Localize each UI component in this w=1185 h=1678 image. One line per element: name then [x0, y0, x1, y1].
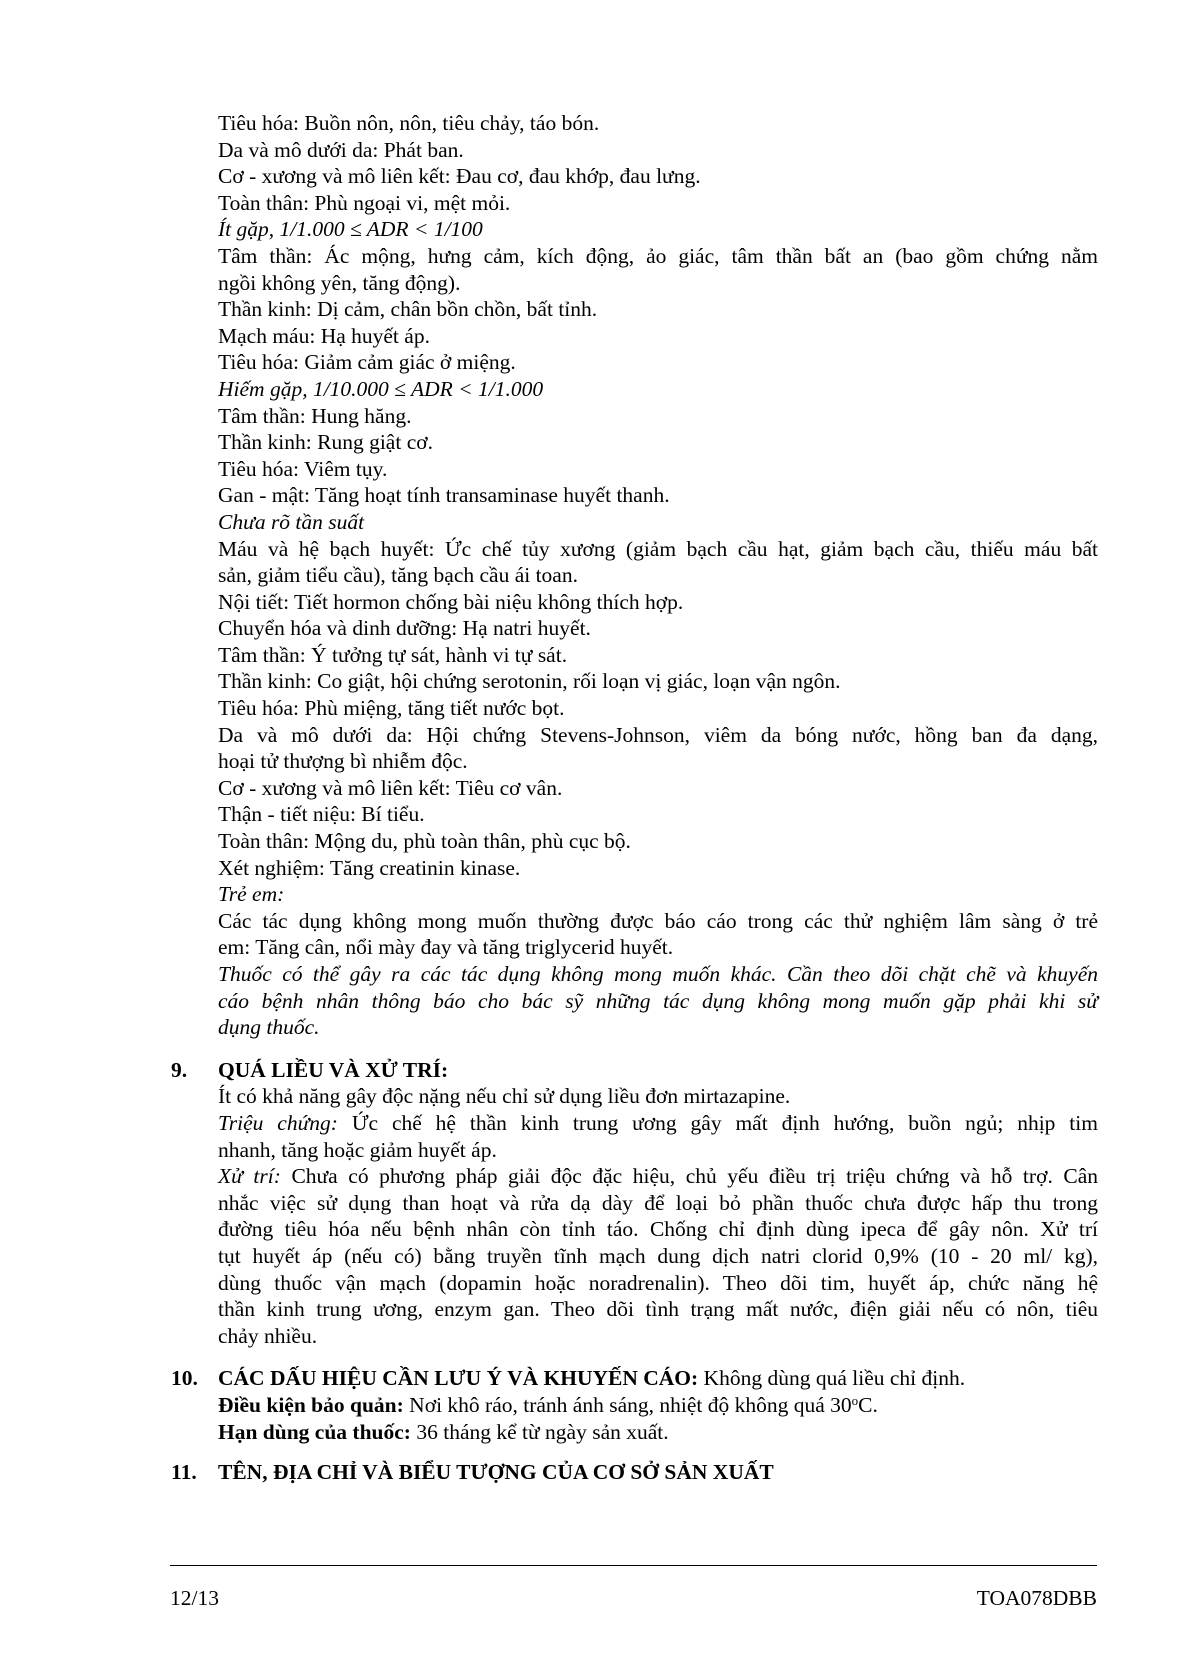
section-title: TÊN, ĐỊA CHỈ VÀ BIỂU TƯỢNG CỦA CƠ SỞ SẢN XUẤT	[218, 1460, 774, 1485]
text-line: chảy nhiều.	[218, 1323, 318, 1348]
text-line: nhanh, tăng hoặc giảm huyết áp.	[218, 1137, 497, 1162]
text-line: Tiêu hóa: Phù miệng, tăng tiết nước bọt.	[218, 696, 565, 721]
text-line: Thần kinh: Rung giật cơ.	[218, 430, 433, 455]
text-line: nhắc việc sử dụng than hoạt và rửa dạ dày để loại bỏ phần thuốc chưa được hấp thu trong	[218, 1190, 1098, 1215]
italic-note-line: dụng thuốc.	[218, 1015, 320, 1040]
section-title: CÁC DẤU HIỆU CẦN LƯU Ý VÀ KHUYẾN CÁO:	[218, 1366, 699, 1391]
text-line: Tâm thần: Hung hăng.	[218, 403, 412, 428]
text-line: đường tiêu hóa nếu bệnh nhân còn tỉnh táo. Chống chỉ định dùng ipeca để gây nôn. Xử trí	[218, 1217, 1098, 1242]
text-line: Toàn thân: Phù ngoại vi, mệt mỏi.	[218, 190, 511, 215]
inline-text: Chưa có phương pháp giải độc đặc hiệu, chủ yếu điều trị triệu chứng và hỗ trợ. Cân	[280, 1164, 1098, 1189]
text-line: Thận - tiết niệu: Bí tiểu.	[218, 802, 425, 827]
italic-note-line: cáo bệnh nhân thông báo cho bác sỹ những tác dụng không mong muốn gặp phải khi sử	[218, 988, 1098, 1013]
text-line: thần kinh trung ương, enzym gan. Theo dõi tình trạng mất nước, điện giải nếu có nôn, tiêu	[218, 1297, 1098, 1322]
text-line	[218, 1110, 1098, 1137]
section-title-rest: Không dùng quá liều chỉ định.	[698, 1366, 966, 1391]
storage-unit: C.	[858, 1392, 878, 1417]
section-10-heading	[171, 1365, 1098, 1392]
text-line: Xét nghiệm: Tăng creatinin kinase.	[218, 855, 521, 880]
section-number: 9.	[171, 1057, 188, 1082]
inline-label: Triệu chứng:	[218, 1110, 338, 1135]
frequency-heading: Chưa rõ tần suất	[218, 509, 365, 534]
children-heading: Trẻ em:	[218, 882, 285, 907]
text-line: Các tác dụng không mong muốn thường được báo cáo trong các thử nghiệm lâm sàng ở trẻ	[218, 908, 1098, 933]
text-line: sản, giảm tiểu cầu), tăng bạch cầu ái toan.	[218, 563, 578, 588]
section-11-heading	[171, 1459, 1098, 1486]
frequency-heading: Ít gặp, 1/1.000 ≤ ADR < 1/100	[218, 217, 483, 242]
shelf-life-line	[218, 1419, 1098, 1446]
text-line: Tâm thần: Ý tưởng tự sát, hành vi tự sát.	[218, 642, 568, 667]
text-line: Da và mô dưới da: Phát ban.	[218, 137, 464, 162]
text-line: Tiêu hóa: Buồn nôn, nôn, tiêu chảy, táo bón.	[218, 111, 600, 135]
text-line: Thần kinh: Co giật, hội chứng serotonin, rối loạn vị giác, loạn vận ngôn.	[218, 669, 841, 694]
section-number: 11.	[171, 1460, 197, 1485]
text-line: Nội tiết: Tiết hormon chống bài niệu không thích hợp.	[218, 589, 684, 614]
frequency-heading: Hiếm gặp, 1/10.000 ≤ ADR < 1/1.000	[218, 376, 544, 401]
shelf-life-text: 36 tháng kể từ ngày sản xuất.	[410, 1419, 669, 1444]
text-line: ngồi không yên, tăng động).	[218, 270, 461, 295]
document-body	[171, 110, 1098, 1486]
text-line: Thần kinh: Dị cảm, chân bồn chồn, bất tỉnh.	[218, 297, 598, 322]
text-line: dùng thuốc vận mạch (dopamin hoặc noradrenalin). Theo dõi tim, huyết áp, chức năng hệ	[218, 1270, 1098, 1295]
text-line: em: Tăng cân, nổi mày đay và tăng triglycerid huyết.	[218, 935, 674, 960]
section-number: 10.	[171, 1366, 198, 1391]
page-number: 12/13	[170, 1586, 219, 1610]
text-line: Toàn thân: Mộng du, phù toàn thân, phù cục bộ.	[218, 829, 631, 854]
section-title: QUÁ LIỀU VÀ XỬ TRÍ:	[218, 1057, 449, 1082]
inline-label: Xử trí:	[218, 1164, 281, 1189]
storage-text: Nơi khô ráo, tránh ánh sáng, nhiệt độ không quá 30	[403, 1392, 852, 1417]
text-line: Tâm thần: Ác mộng, hưng cảm, kích động, ảo giác, tâm thần bất an (bao gồm chứng nằm	[218, 243, 1098, 268]
text-line: hoại tử thượng bì nhiễm độc.	[218, 749, 468, 774]
section-9-heading	[171, 1057, 1098, 1084]
italic-note-line: Thuốc có thể gây ra các tác dụng không mong muốn khác. Cần theo dõi chặt chẽ và khuyến	[218, 962, 1098, 986]
storage-label: Điều kiện bảo quản:	[218, 1392, 404, 1417]
text-line: Tiêu hóa: Viêm tụy.	[218, 456, 388, 481]
text-line: Mạch máu: Hạ huyết áp.	[218, 323, 430, 348]
storage-line	[218, 1392, 1098, 1419]
text-line: tụt huyết áp (nếu có) bằng truyền tĩnh mạch dung dịch natri clorid 0,9% (10 - 20 ml/ kg),	[218, 1243, 1098, 1268]
degree-superscript: o	[851, 1392, 859, 1408]
text-line: Ít có khả năng gây độc nặng nếu chỉ sử dụng liều đơn mirtazapine.	[218, 1084, 791, 1109]
text-line: Máu và hệ bạch huyết: Ức chế tủy xương (giảm bạch cầu hạt, giảm bạch cầu, thiếu máu bất	[218, 536, 1098, 561]
text-line: Chuyển hóa và dinh dưỡng: Hạ natri huyết.	[218, 616, 591, 641]
footer-divider	[170, 1565, 1097, 1566]
inline-text: Ức chế hệ thần kinh trung ương gây mất định hướng, buồn ngủ; nhịp tim	[337, 1110, 1098, 1135]
text-line: Da và mô dưới da: Hội chứng Stevens-Johnson, viêm da bóng nước, hồng ban đa dạng,	[218, 722, 1098, 747]
text-line: Gan - mật: Tăng hoạt tính transaminase huyết thanh.	[218, 483, 670, 508]
text-line: Cơ - xương và mô liên kết: Tiêu cơ vân.	[218, 775, 563, 800]
text-line: Cơ - xương và mô liên kết: Đau cơ, đau khớp, đau lưng.	[218, 164, 701, 189]
text-line	[218, 1163, 1098, 1190]
shelf-life-label: Hạn dùng của thuốc:	[218, 1419, 411, 1444]
document-code: TOA078DBB	[976, 1586, 1097, 1610]
text-line: Tiêu hóa: Giảm cảm giác ở miệng.	[218, 350, 516, 375]
